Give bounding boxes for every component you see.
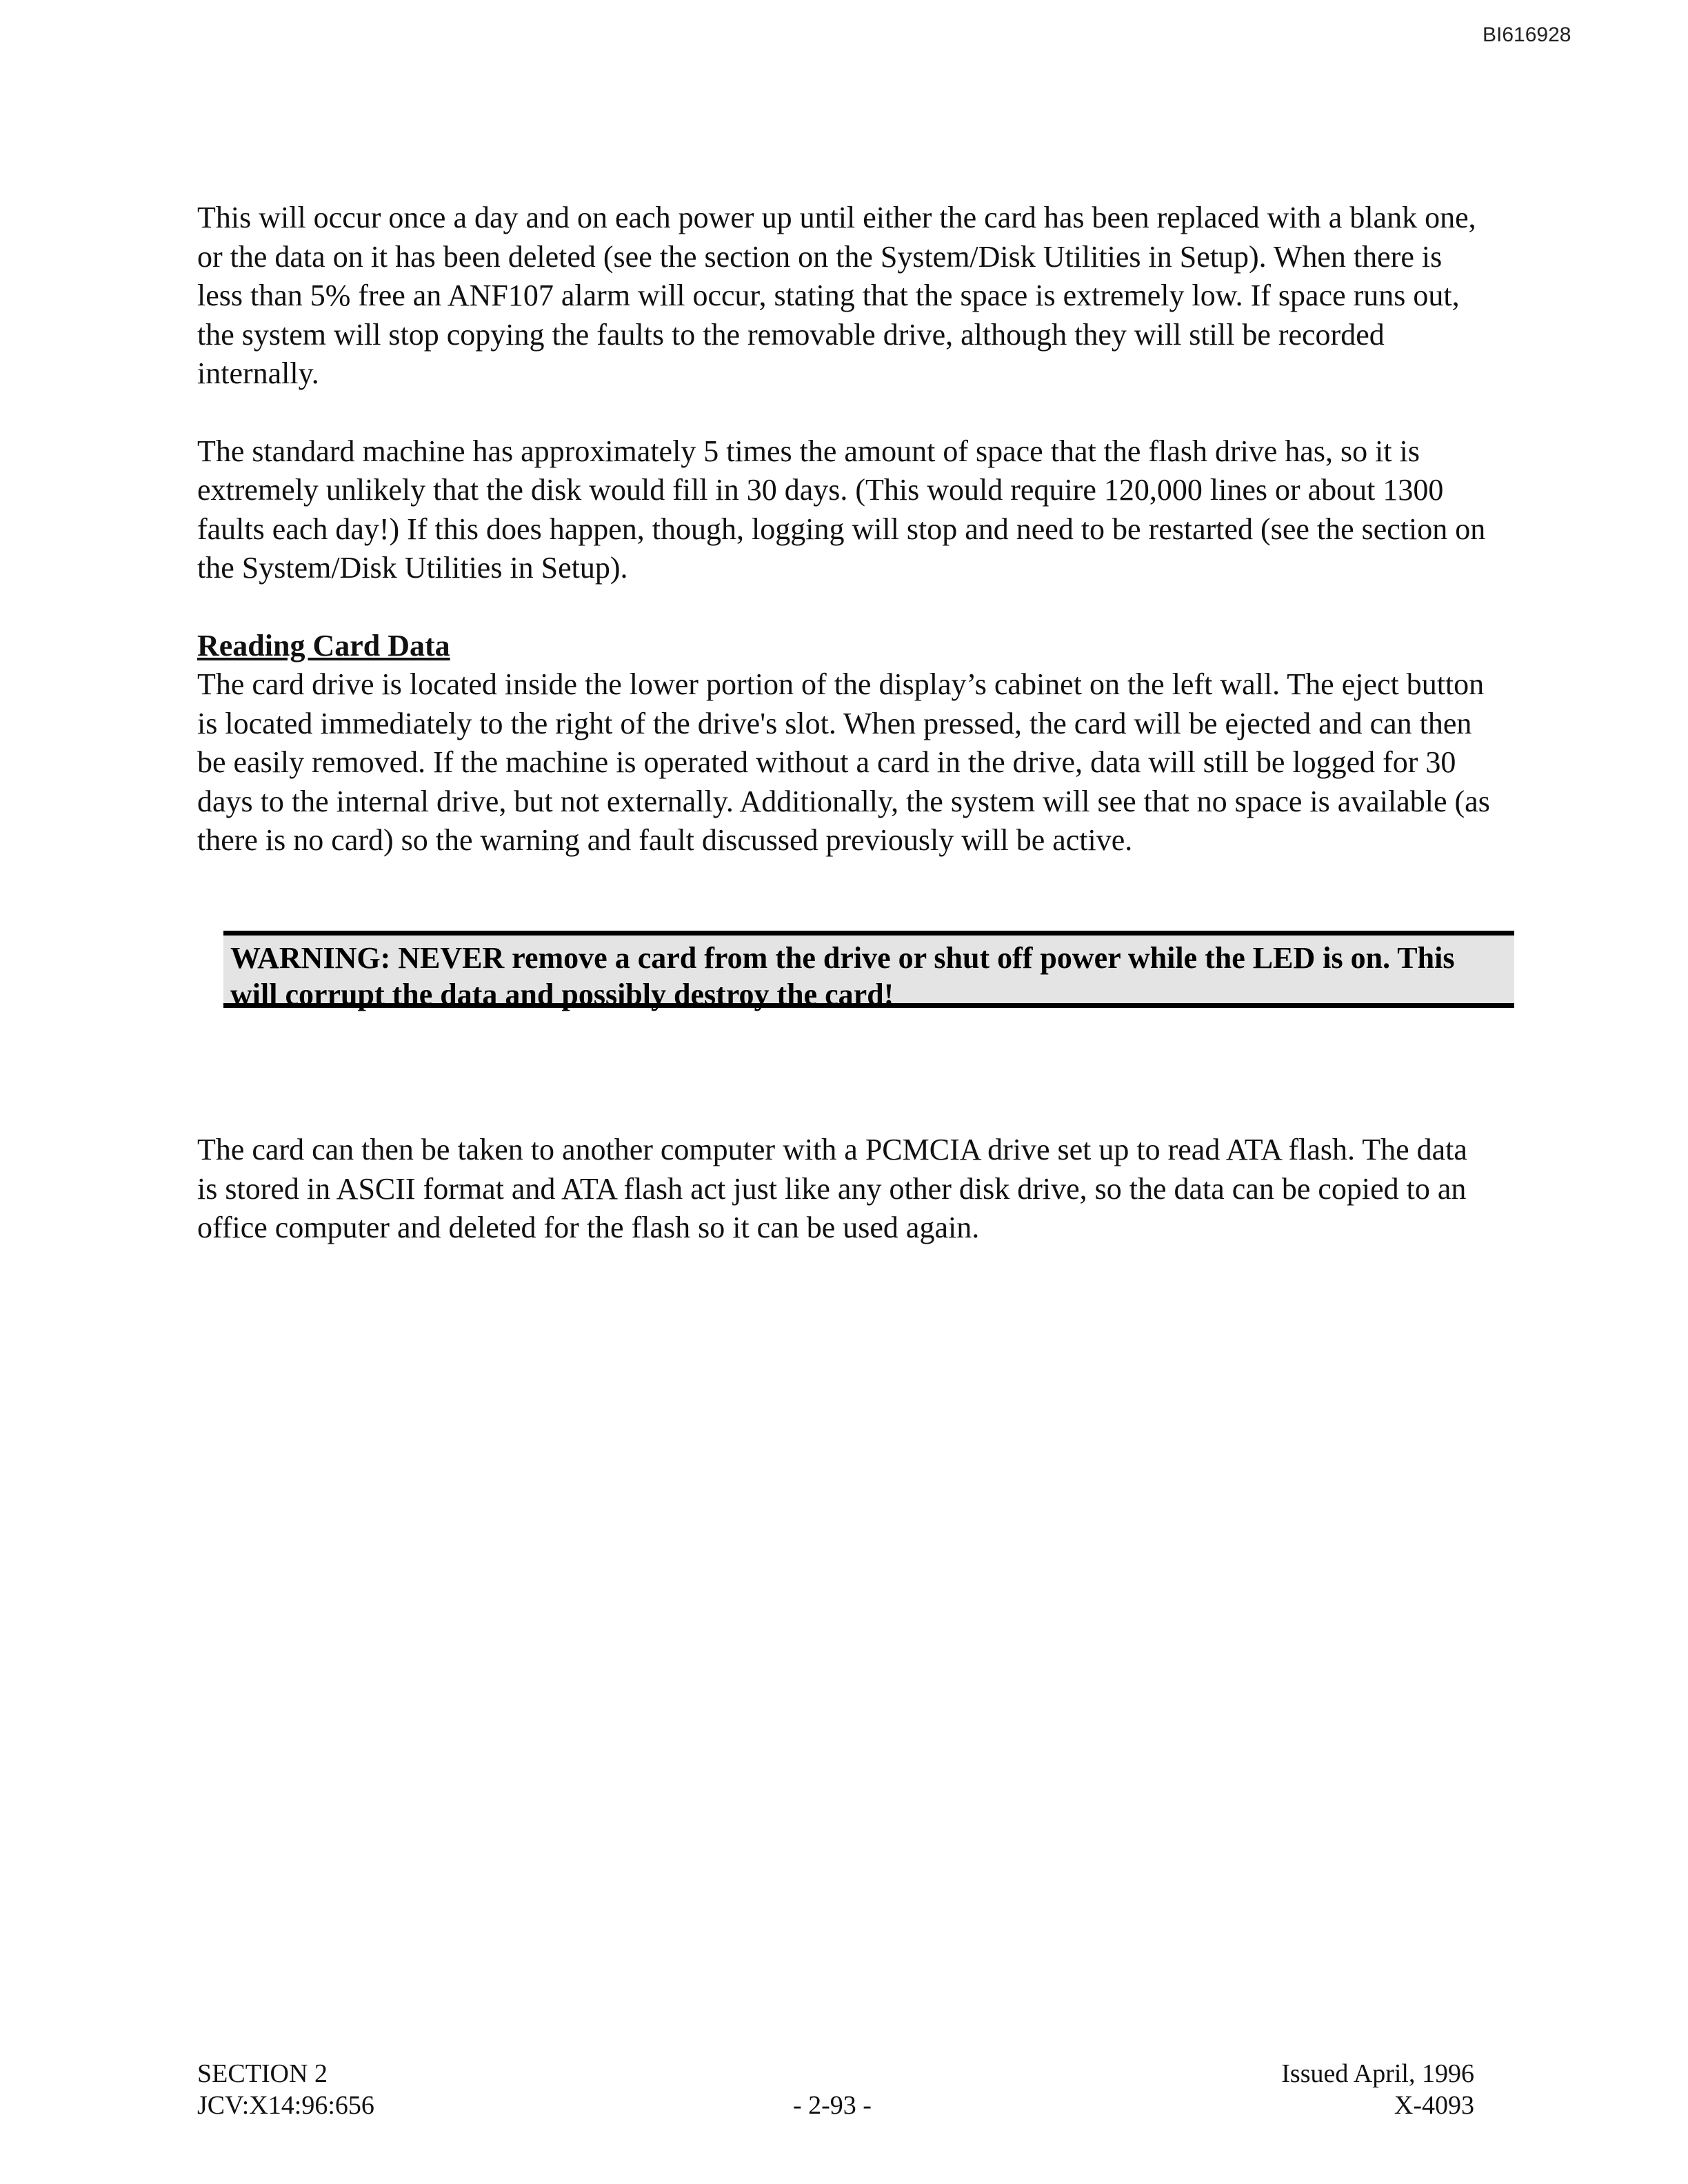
footer-right — [1103, 2058, 1474, 2121]
footer-code: JCV:X14:96:656 — [197, 2091, 374, 2120]
footer-issued-date: Issued April, 1996 — [1281, 2059, 1474, 2088]
footer-left — [197, 2058, 374, 2121]
footer-page-number: - 2-93 - — [793, 2091, 872, 2120]
section-heading-reading-card-data: Reading Card Data — [197, 628, 450, 663]
paragraph-data-transfer: The card can then be taken to another computer with a PCMCIA drive set up to read ATA flash. The data is stored in ASCII format and ATA flash act just like any other disk drive, so the data can be copied to an office computer and deleted for the flash so it can be used again. — [197, 1133, 1467, 1244]
document-id: BI616928 — [1483, 23, 1571, 46]
paragraph-disk-capacity: The standard machine has approximately 5 times the amount of space that the flash drive has, so it is extremely unlikely that the disk would fill in 30 days. (This would require 120,000 lines or about 1300 faults each day!) If this does happen, though, logging will stop and need to be restarted (see the section on the System/Disk Utilities in Setup). — [197, 434, 1486, 585]
paragraph-card-drive: The card drive is located inside the lower portion of the display’s cabinet on the left wall. The eject button is located immediately to the right of the drive's slot. When pressed, the card will be ejected and can then be easily removed. If the machine is operated without a card in the drive, data will still be logged for 30 days to the internal drive, but not externally. Additionally, the system will see that no space is available (as there is no card) so the warning and fault discussed previously will be active. — [197, 667, 1490, 857]
warning-text: WARNING: NEVER remove a card from the drive or shut off power while the LED is on. This will corrupt the data and possibly destroy the card! — [230, 941, 1455, 1011]
footer-doc-number: X-4093 — [1394, 2091, 1474, 2120]
footer-section: SECTION 2 — [197, 2059, 328, 2088]
warning-box — [223, 931, 1514, 1011]
paragraph-card-replacement: This will occur once a day and on each power up until either the card has been replaced with a blank one, or the data on it has been deleted (see the section on the System/Disk Utilities in Setup). When there is less than 5% free an ANF107 alarm will occur, stating that the space is extremely low. If space runs out, the system will stop copying the faults to the removable drive, although they will still be recorded internally. — [197, 201, 1476, 390]
main-content — [197, 199, 1494, 899]
